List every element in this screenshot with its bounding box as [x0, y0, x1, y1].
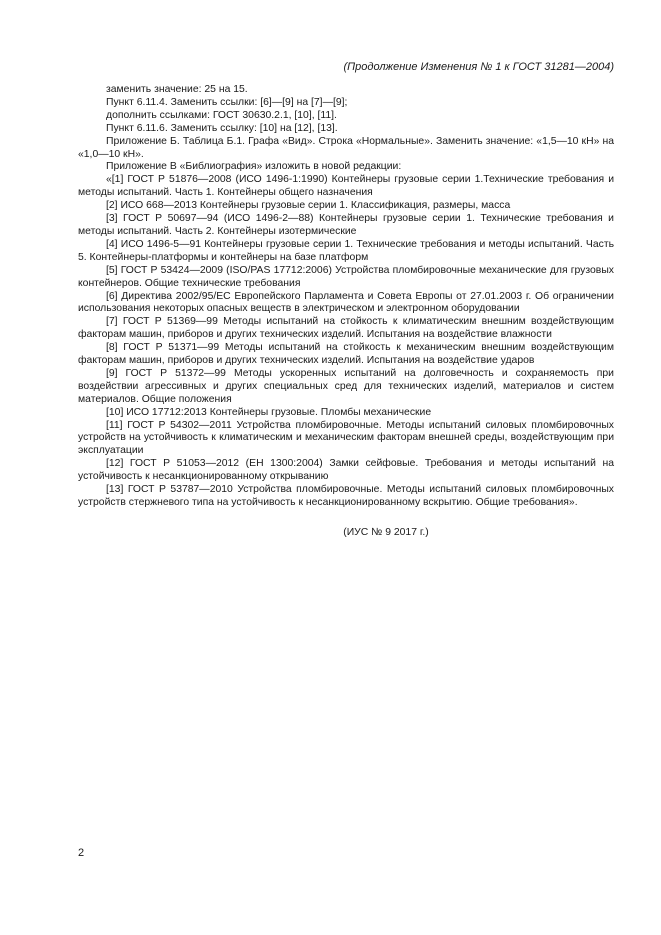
amendment-line: Приложение В «Библиография» изложить в новой редакции: [106, 161, 402, 173]
bibliography-entry: [3] ГОСТ Р 50697—94 (ИСО 1496-2—88) Контейнеры грузовые серии 1. Технические требования и методы испытаний. Часть 2. Контейнеры изотермические [78, 213, 614, 237]
amendment-line: дополнить ссылками: ГОСТ 30630.2.1, [10], [11]. [106, 109, 337, 121]
bibliography-entry: [12] ГОСТ Р 51053—2012 (ЕН 1300:2004) Замки сейфовые. Требования и методы испытаний на устойчивость к несанкционированному открыванию [78, 458, 614, 483]
amendment-line: заменить значение: 25 на 15. [106, 84, 248, 95]
bibliography-entry: «[1] ГОСТ Р 51876—2008 (ИСО 1496-1:1990) Контейнеры грузовые серии 1.Технические требования и методы испытаний. Часть 1. Контейнеры общего назначения [78, 174, 614, 199]
source-note: (ИУС № 9 2017 г.) [343, 526, 429, 538]
bibliography-entry: [13] ГОСТ Р 53787—2010 Устройства пломбировочные. Методы испытаний силовых пломбировочных устройств стержневого типа на устойчивость к несанкционированному вскрытию. Общие требования». [78, 484, 614, 508]
bibliography-entry: [7] ГОСТ Р 51369—99 Методы испытаний на стойкость к климатическим внешним воздействующим факторам машин, приборов и других технических изделий. Испытания на воздействие влажности [78, 316, 614, 341]
bibliography-entry: [9] ГОСТ Р 51372—99 Методы ускоренных испытаний на долговечность и сохраняемость при воздействии агрессивных и других специальных сред для технических изделий, материалов и систем материалов. Общие положения [78, 367, 614, 405]
amendment-line: Приложение Б. Таблица Б.1. Графа «Вид». Строка «Нормальные». Заменить значение: «1,5—10 кН» на «1,0—10 кН». [78, 135, 614, 160]
bibliography-entry: [10] ИСО 17712:2013 Контейнеры грузовые. Пломбы механические [106, 406, 432, 418]
bibliography-entry: [11] ГОСТ Р 54302—2011 Устройства пломбировочные. Методы испытаний силовых пломбировочных устройств на устойчивость к климатическим и механическим факторам внешней среды, воздействующим при эксплуатации [78, 419, 614, 457]
bibliography-entry: [4] ИСО 1496-5—91 Контейнеры грузовые серии 1. Технические требования и методы испытаний. Часть 5. Контейнеры-платформы и контейнеры на базе платформ [78, 238, 614, 263]
bibliography-entry: [5] ГОСТ Р 53424—2009 (ISO/PAS 17712:2006) Устройства пломбировочные механические для грузовых контейнеров. Общие технические требования [78, 264, 614, 289]
bibliography-entry: [2] ИСО 668—2013 Контейнеры грузовые серии 1. Классификация, размеры, масса [106, 200, 511, 212]
amendment-line: Пункт 6.11.6. Заменить ссылку: [10] на [12], [13]. [106, 122, 338, 134]
bibliography-entry: [6] Директива 2002/95/ЕС Европейского Парламента и Совета Европы от 27.01.2003 г. Об ограничении использования некоторых опасных веществ в электрическом и электронном оборудовании [78, 290, 614, 315]
bibliography-entry: [8] ГОСТ Р 51371—99 Методы испытаний на стойкость к механическим внешним воздействующим факторам машин, приборов и других технических изделий. Испытания на воздействие ударов [78, 342, 614, 367]
page-number: 2 [78, 847, 85, 859]
continuation-header: (Продолжение Изменения № 1 к ГОСТ 31281—2004) [343, 61, 614, 73]
document-body [78, 84, 614, 540]
amendment-line: Пункт 6.11.4. Заменить ссылки: [6]—[9] на [7]—[9]; [106, 96, 348, 108]
